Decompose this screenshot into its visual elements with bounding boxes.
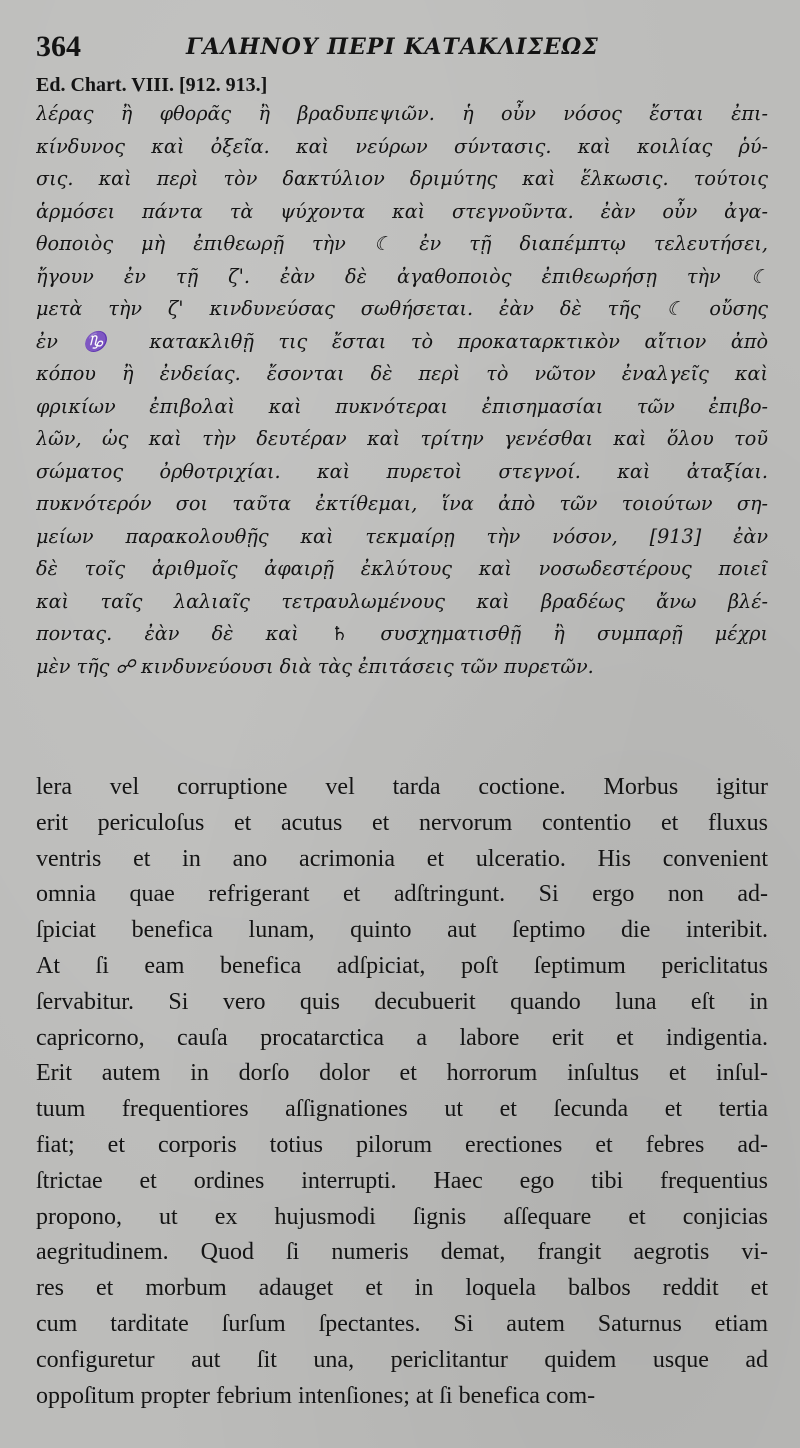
- greek-text-line: μετὰ τὴν ζ' κινδυνεύσας σωθήσεται. ἐὰν δὲ τῆς ☾ οὔσης: [36, 297, 768, 320]
- latin-text-line: ſtrictae et ordines interrupti. Haec ego tibi frequentius: [36, 1167, 768, 1194]
- greek-text-line: μὲν τῆς ☍ κινδυνεύουσι διὰ τὰς ἐπιτάσεις τῶν πυρετῶν.: [36, 654, 594, 678]
- greek-text-line: δὲ τοῖς ἀριθμοῖς ἀφαιρῇ ἐκλύτους καὶ νοσωδεστέρους ποιεῖ: [36, 557, 768, 580]
- latin-text-line: aegritudinem. Quod ſi numeris demat, frangit aegrotis vi-: [36, 1239, 768, 1266]
- latin-text-line: propono, ut ex hujusmodi ſignis aſſequare et conjicias: [36, 1203, 768, 1230]
- greek-text-line: κόπου ἢ ἐνδείας. ἔσονται δὲ περὶ τὸ νῶτον ἐναλγεῖς καὶ: [36, 362, 768, 385]
- latin-text-line: configuretur aut ſit una, periclitantur quidem usque ad: [36, 1346, 768, 1373]
- latin-text-line: tuum frequentiores aſſignationes ut et ſecunda et tertia: [36, 1096, 768, 1123]
- greek-text-line: κίνδυνος καὶ ὀξεῖα. καὶ νεύρων σύντασις. καὶ κοιλίας ῥύ-: [36, 134, 768, 158]
- running-title: ΓΑΛΗΝΟΥ ΠΕΡΙ ΚΑΤΑΚΛΙΣΕΩΣ: [186, 34, 599, 60]
- latin-text-line: fiat; et corporis totius pilorum erectiones et febres ad-: [36, 1131, 768, 1158]
- latin-text-line: capricorno, cauſa procatarctica a labore erit et indigentia.: [36, 1024, 768, 1051]
- greek-text-line: ἤγουν ἐν τῇ ζ'. ἐὰν δὲ ἀγαθοποιὸς ἐπιθεωρήσῃ τὴν ☾: [36, 264, 768, 288]
- page-header: [36, 30, 768, 70]
- greek-text-line: καὶ ταῖς λαλιαῖς τετραυλωμένους καὶ βραδέως ἄνω βλέ-: [36, 589, 768, 613]
- greek-text-block: [36, 98, 768, 683]
- latin-text-line: Erit autem in dorſo dolor et horrorum inſultus et inſul-: [36, 1060, 768, 1087]
- greek-text-line: φρικίων ἐπιβολαὶ καὶ πυκνότεραι ἐπισημασίαι τῶν ἐπιβο-: [36, 394, 768, 418]
- latin-text-line: ventris et in ano acrimonia et ulceratio. His convenient: [36, 845, 768, 872]
- latin-text-line: At ſi eam benefica adſpiciat, poſt ſeptimum periclitatus: [36, 952, 768, 979]
- greek-text-line: πυκνότερόν σοι ταῦτα ἐκτίθεμαι, ἵνα ἀπὸ τῶν τοιούτων ση-: [36, 492, 768, 515]
- latin-text-block: [36, 770, 768, 1414]
- greek-text-line: ἐν ♑ κατακλιθῇ τις ἔσται τὸ προκαταρκτικὸν αἴτιον ἀπὸ: [36, 329, 768, 353]
- latin-text-line: ſervabitur. Si vero quis decubuerit quando luna eſt in: [36, 988, 768, 1015]
- latin-text-line: oppoſitum propter febrium intenſiones; at ſi benefica com-: [36, 1382, 596, 1409]
- greek-text-line: μείων παρακολουθῇς καὶ τεκμαίρῃ τὴν νόσον, [913] ἐὰν: [36, 524, 768, 548]
- page-number: 364: [36, 30, 81, 63]
- latin-text-line: lera vel corruptione vel tarda coctione. Morbus igitur: [36, 774, 768, 800]
- greek-text-line: ποντας. ἐὰν δὲ καὶ ♄ συσχηματισθῇ ἢ συμπαρῇ μέχρι: [36, 622, 768, 645]
- greek-text-line: σώματος ὀρθοτριχίαι. καὶ πυρετοὶ στεγνοί. καὶ ἀταξίαι.: [36, 459, 768, 483]
- edition-reference: Ed. Chart. VIII. [912. 913.]: [36, 74, 268, 96]
- latin-text-line: cum tarditate ſurſum ſpectantes. Si autem Saturnus etiam: [36, 1310, 768, 1337]
- latin-text-line: omnia quae refrigerant et adſtringunt. Si ergo non ad-: [36, 881, 768, 908]
- latin-text-line: ſpiciat benefica lunam, quinto aut ſeptimo die interibit.: [36, 917, 768, 944]
- greek-text-line: λέρας ἢ φθορᾶς ἢ βραδυπεψιῶν. ἡ οὖν νόσος ἔσται ἐπι-: [36, 102, 768, 125]
- greek-text-line: ἁρμόσει πάντα τὰ ψύχοντα καὶ στεγνοῦντα. ἐὰν οὖν ἀγα-: [36, 199, 768, 223]
- greek-text-line: θοποιὸς μὴ ἐπιθεωρῇ τὴν ☾ ἐν τῇ διαπέμπτῳ τελευτήσει,: [36, 232, 768, 255]
- latin-text-line: erit periculoſus et acutus et nervorum contentio et fluxus: [36, 809, 768, 836]
- greek-text-line: λῶν, ὡς καὶ τὴν δευτέραν καὶ τρίτην γενέσθαι καὶ ὅλου τοῦ: [36, 427, 768, 450]
- greek-text-line: σις. καὶ περὶ τὸν δακτύλιον δριμύτης καὶ ἕλκωσις. τούτοις: [36, 167, 768, 190]
- latin-text-line: res et morbum adauget et in loquela balbos reddit et: [36, 1275, 768, 1302]
